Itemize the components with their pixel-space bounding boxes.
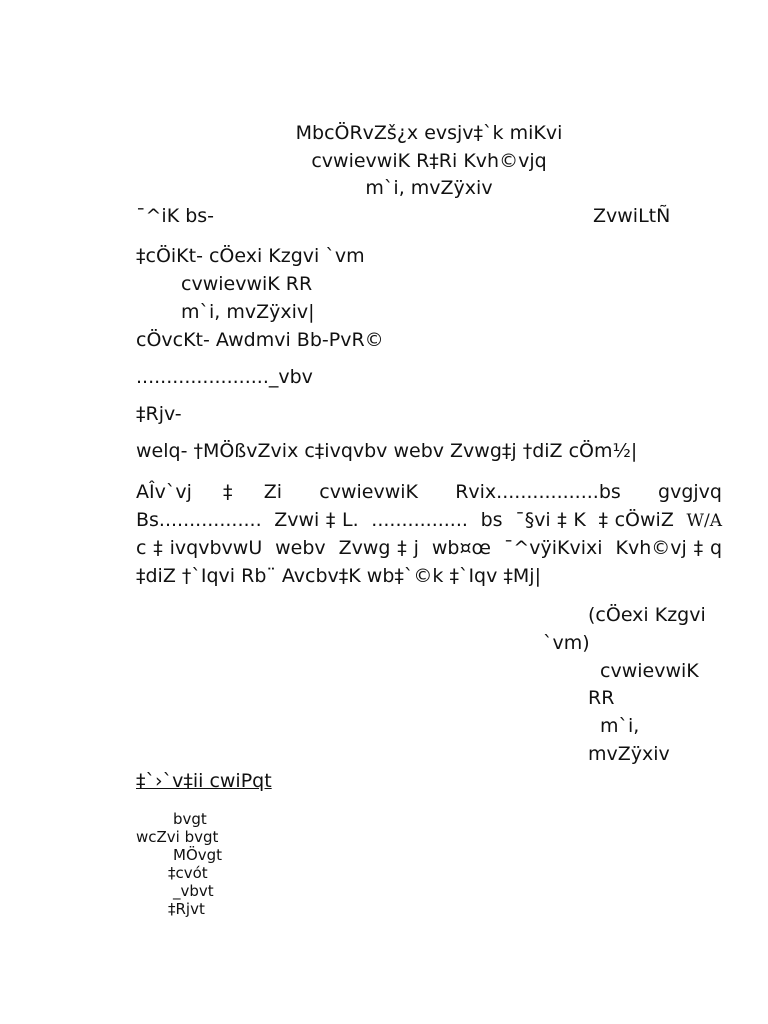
memo-number-label: ¯^iK bs- xyxy=(136,205,215,227)
body-row-4: ‡diZ †`Iqvi Rb¨ Avcbv‡K wb‡`©k ‡`Iqv ‡Mj| xyxy=(136,565,541,587)
body-word: Kvh©vj‡q xyxy=(615,537,723,559)
recipient-station: ......................_vbv xyxy=(136,366,313,388)
body-word: Zvwi‡L. xyxy=(274,509,359,531)
body-row-3 xyxy=(136,534,722,562)
body-paragraph xyxy=(136,478,722,590)
recipient-district: ‡Rjv- xyxy=(136,403,182,425)
body-word: gvgjvq xyxy=(658,481,722,503)
body-row-2 xyxy=(136,506,722,534)
signature-name: (cÖexi Kzgvi xyxy=(588,604,706,626)
signature-location-cont: mvZÿxiv xyxy=(588,743,670,765)
note-item: _vbvt xyxy=(173,882,214,900)
signature-location: m`i, xyxy=(600,715,640,737)
note-item: ‡cvót xyxy=(168,864,208,882)
notes-heading: ‡`›`v‡ii cwiPqt xyxy=(136,770,272,792)
signature-name-cont: `vm) xyxy=(543,632,590,654)
court-name: MbcÖRvZš¿x evsjv‡`k miKvi xyxy=(295,122,563,144)
body-word: W/A xyxy=(686,511,722,531)
body-word: ................ xyxy=(371,509,468,531)
signature-title: cvwievwiK xyxy=(600,660,699,682)
body-word: cvwievwiK xyxy=(319,481,418,503)
body-word: Rvix.................bs xyxy=(455,481,621,503)
sender-location: m`i, mvZÿxiv| xyxy=(181,301,315,323)
note-item: wcZvi bvgt xyxy=(136,828,219,846)
body-word: ¯^vÿiKvixi xyxy=(503,537,603,559)
date-label: ZvwiLtÑ xyxy=(593,205,671,227)
office-name: cvwievwiK R‡Ri Kvh©vjq xyxy=(311,150,547,172)
body-word: wb¤œ xyxy=(431,537,491,559)
body-row-1 xyxy=(136,478,722,506)
recipient-title: cÖvcKt- Awdmvi Bb-PvR© xyxy=(136,329,384,351)
sender-name: ‡cÖiKt- cÖexi Kzgvi `vm xyxy=(136,245,365,267)
body-word: ‡cÖwiZ xyxy=(598,509,674,531)
subject-line: welq- †MÖßvZvix c‡ivqvbv webv Zvwg‡j †diZ cÖm½| xyxy=(136,440,638,462)
note-item: MÖvgt xyxy=(173,846,223,864)
signature-title-cont: RR xyxy=(588,687,615,709)
body-word: bs xyxy=(480,509,503,531)
body-word: webv xyxy=(275,537,326,559)
body-word: ¯§vi‡K xyxy=(515,509,586,531)
body-word: Bs................. xyxy=(136,509,262,531)
sender-title: cvwievwiK RR xyxy=(181,273,313,295)
note-item: bvgt xyxy=(173,810,207,828)
office-location: m`i, mvZÿxiv xyxy=(365,177,493,199)
note-item: ‡Rjvt xyxy=(168,900,205,918)
body-word: AÎv`vj‡Zi xyxy=(136,481,283,503)
body-word: Zvwg‡j xyxy=(338,537,419,559)
body-word: c‡ivqvbvwU xyxy=(136,537,263,559)
